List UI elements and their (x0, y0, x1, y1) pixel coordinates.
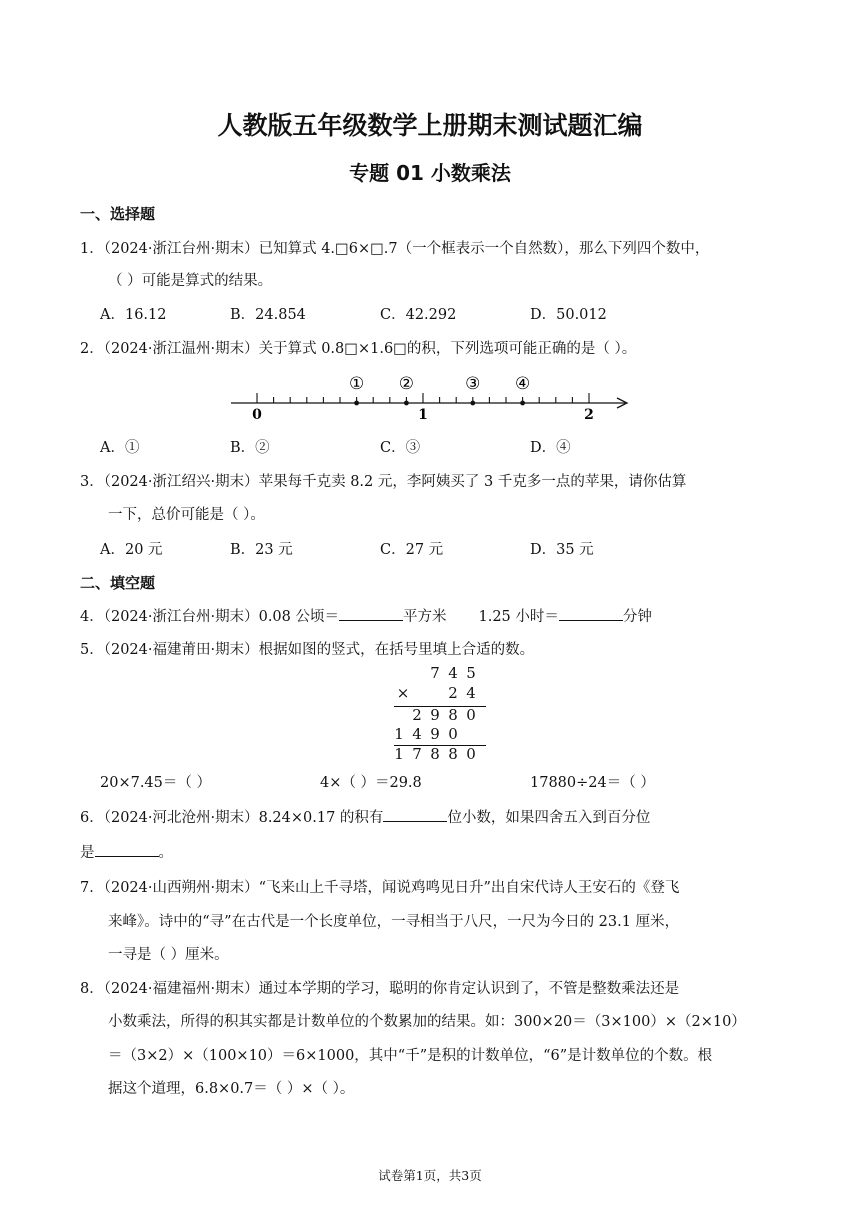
q3-option-d: D．35 元 (530, 542, 594, 558)
q1-option-b: B．24.854 (230, 307, 306, 323)
q1-option-a: A．16.12 (100, 307, 167, 323)
question-7-text-cont2: 一寻是（ ）厘米。 (108, 947, 229, 963)
question-4-text (80, 605, 652, 626)
q1-option-d: D．50.012 (530, 307, 607, 323)
question-5-text: 5．（2024·福建莆田·期末）根据如图的竖式，在括号里填上合适的数。 (80, 642, 535, 658)
question-8-text-cont2: ＝（3×2）×（100×10）＝6×1000，其中“千”是积的计数单位，“6”是计数单位的个数。根 (108, 1048, 713, 1064)
vertical-row-3: 2 9 8 0 (412, 706, 476, 724)
question-6-text-cont: 是 。 (80, 841, 173, 862)
question-8-text: 8．（2024·福建福州·期末）通过本学期的学习，聪明的你肯定认识到了，不管是整数乘法还是 (80, 981, 680, 997)
question-8-text-cont: 小数乘法，所得的积其实都是计数单位的个数累加的结果。如：300×20＝（3×100）×（2×10） (108, 1014, 746, 1030)
section-heading-fill: 二、填空题 (80, 574, 156, 592)
q5-blank-expression-1[interactable]: 20×7.45＝（ ） (100, 775, 211, 791)
vertical-row-2: × 2 4 (396, 684, 476, 702)
question-1-text-cont: （ ）可能是算式的结果。 (108, 273, 273, 289)
section-heading-choice: 一、选择题 (80, 205, 156, 223)
q4-prefix: 4．（2024·浙江台州·期末）0.08 公顷＝ (80, 609, 339, 625)
question-2-text: 2．（2024·浙江温州·期末）关于算式 0.8□×1.6□的积，下列选项可能正确的是（ ）。 (80, 341, 637, 357)
q4-blank-1[interactable] (339, 606, 403, 621)
number-line-point (404, 401, 409, 406)
number-line-point (520, 401, 525, 406)
q4-part-2: 1.25 小时＝ (478, 609, 559, 625)
q5-blank-expression-2[interactable]: 4×（ ）＝29.8 (320, 775, 422, 791)
vertical-row-1: 7 4 5 (430, 664, 476, 682)
q2-option-b: B．② (230, 440, 270, 456)
question-6-text: 6．（2024·河北沧州·期末）8.24×0.17 的积有 位小数，如果四舍五入到百分位 (80, 806, 650, 827)
number-line-point-label: ① (348, 374, 365, 394)
multiply-sign: × (396, 684, 410, 702)
q2-option-d: D．④ (530, 440, 571, 456)
vertical-row-5: 1 7 8 8 0 (394, 745, 476, 763)
q2-option-a: A．① (100, 440, 140, 456)
number-line-label: 0 (252, 407, 262, 423)
q1-option-c: C．42.292 (380, 307, 457, 323)
q5-blank-expression-3[interactable]: 17880÷24＝（ ） (530, 775, 655, 791)
question-8-text-cont3: 据这个道理，6.8×0.7＝（ ）×（ ）。 (108, 1081, 355, 1097)
q3-option-a: A．20 元 (100, 542, 163, 558)
number-line-label: 2 (584, 407, 594, 423)
question-7-text: 7．（2024·山西朔州·期末）“飞来山上千寻塔，闻说鸡鸣见日升”出自宋代诗人王安石的《登飞 (80, 880, 680, 896)
q3-option-b: B．23 元 (230, 542, 293, 558)
q6-blank-2[interactable] (95, 842, 159, 857)
q2-option-c: C．③ (380, 440, 421, 456)
question-3-text-cont: 一下，总价可能是（ ）。 (108, 507, 265, 523)
q3-option-c: C．27 元 (380, 542, 444, 558)
q4-blank-2[interactable] (559, 606, 623, 621)
number-line-point-label: ③ (465, 374, 481, 394)
page-subtitle: 专题 01 小数乘法 (349, 161, 511, 185)
page-footer: 试卷第1页，共3页 (378, 1168, 482, 1183)
q4-unit-2: 分钟 (622, 609, 652, 625)
number-line-point (354, 401, 359, 406)
question-1-text: 1．（2024·浙江台州·期末）已知算式 4.□6×□.7（一个框表示一个自然数），那么下列四个数中， (80, 241, 710, 257)
number-line-figure (225, 368, 635, 424)
page-title: 人教版五年级数学上册期末测试题汇编 (217, 111, 643, 140)
vertical-row-4: 1 4 9 0 (394, 725, 458, 743)
number-line-label: 1 (418, 407, 428, 423)
number-line-point-label: ④ (514, 374, 531, 394)
question-7-text-cont: 来峰》。诗中的“寻”在古代是一个长度单位，一寻相当于八尺，一尺为今日的 23.1 厘米， (108, 914, 680, 930)
number-line-point-label: ② (398, 374, 415, 394)
number-line-point (470, 401, 475, 406)
q4-unit-1: 平方米 (403, 609, 447, 625)
q6-blank-1[interactable] (383, 807, 447, 822)
question-3-text: 3．（2024·浙江绍兴·期末）苹果每千克卖 8.2 元，李阿姨买了 3 千克多一点的苹果，请你估算 (80, 474, 687, 490)
